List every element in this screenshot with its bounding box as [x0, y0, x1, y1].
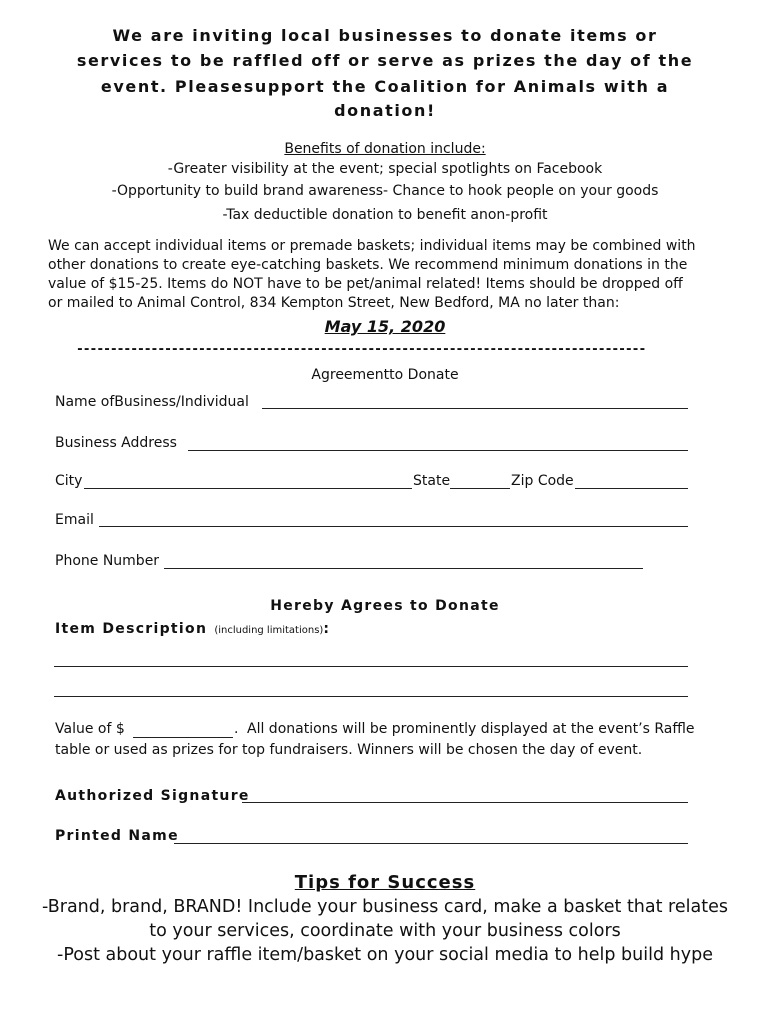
zip-code-field[interactable]	[575, 488, 688, 489]
benefit-item: -Greater visibility at the event; special spotlights on Facebook	[167, 161, 603, 177]
email-field[interactable]	[99, 526, 688, 527]
value-dot: .	[234, 721, 239, 737]
email-label: Email	[55, 512, 94, 528]
benefits-title: Benefits of donation include:	[284, 141, 486, 157]
value-amount-field[interactable]	[133, 737, 233, 738]
intro-line: We can accept individual items or premade baskets; individual items may be combined with	[48, 238, 696, 254]
item-description-label-text: Item Description	[55, 621, 208, 637]
heading-line-4: donation!	[334, 101, 436, 120]
business-name-label: Name ofBusiness/Individual	[55, 394, 249, 410]
benefit-item: -Opportunity to build brand awareness- Chance to hook people on your goods	[111, 183, 659, 199]
phone-number-label: Phone Number	[55, 553, 160, 569]
value-statement-line-2: table or used as prizes for top fundraisers. Winners will be chosen the day of event.	[55, 742, 643, 758]
business-address-field[interactable]	[188, 450, 688, 451]
city-field[interactable]	[84, 488, 412, 489]
item-description-label	[55, 618, 329, 637]
heading-line-2: services to be raffled off or serve as prizes the day of the	[76, 51, 694, 70]
tips-title: Tips for Success	[294, 872, 476, 893]
value-prefix: Value of $	[55, 721, 125, 737]
city-label: City	[55, 473, 83, 489]
deadline-date: May 15, 2020	[324, 317, 446, 336]
phone-number-field[interactable]	[164, 568, 643, 569]
benefit-item: -Tax deductible donation to benefit anon-profit	[222, 207, 548, 223]
heading-line-1: We are inviting local businesses to donate items or	[112, 26, 658, 45]
business-name-field[interactable]	[262, 408, 688, 409]
tips-line-1: -Brand, brand, BRAND! Include your business card, make a basket that relates	[42, 897, 728, 917]
state-field[interactable]	[450, 488, 510, 489]
authorized-signature-label: Authorized Signature	[55, 788, 250, 804]
item-description-colon: :	[323, 621, 329, 637]
tips-line-3: -Post about your raffle item/basket on your social media to help build hype	[57, 945, 713, 965]
printed-name-field[interactable]	[174, 843, 688, 844]
intro-line: value of $15-25. Items do NOT have to be pet/animal related! Items should be dropped off	[48, 276, 683, 292]
state-label: State	[413, 473, 451, 489]
item-description-field-line-1[interactable]	[54, 666, 688, 667]
value-statement: All donations will be prominently displayed at the event’s Raffle	[247, 721, 695, 737]
item-description-field-line-2[interactable]	[54, 696, 688, 697]
tips-line-2: to your services, coordinate with your business colors	[149, 921, 621, 941]
item-description-note: (including limitations)	[214, 625, 324, 636]
separator-line: ------------------------------------------------------------------------------------	[76, 342, 646, 357]
hereby-agrees-heading: Hereby Agrees to Donate	[270, 598, 500, 614]
authorized-signature-field[interactable]	[242, 802, 688, 803]
agreement-title: Agreementto Donate	[311, 367, 459, 383]
printed-name-label: Printed Name	[55, 828, 179, 844]
intro-line: other donations to create eye-catching baskets. We recommend minimum donations in the	[48, 257, 688, 273]
intro-line: or mailed to Animal Control, 834 Kempton Street, New Bedford, MA no later than:	[48, 295, 620, 311]
zip-code-label: Zip Code	[511, 473, 574, 489]
heading-line-3: event. Pleasesupport the Coalition for Animals with a	[100, 77, 670, 96]
business-address-label: Business Address	[55, 435, 177, 451]
